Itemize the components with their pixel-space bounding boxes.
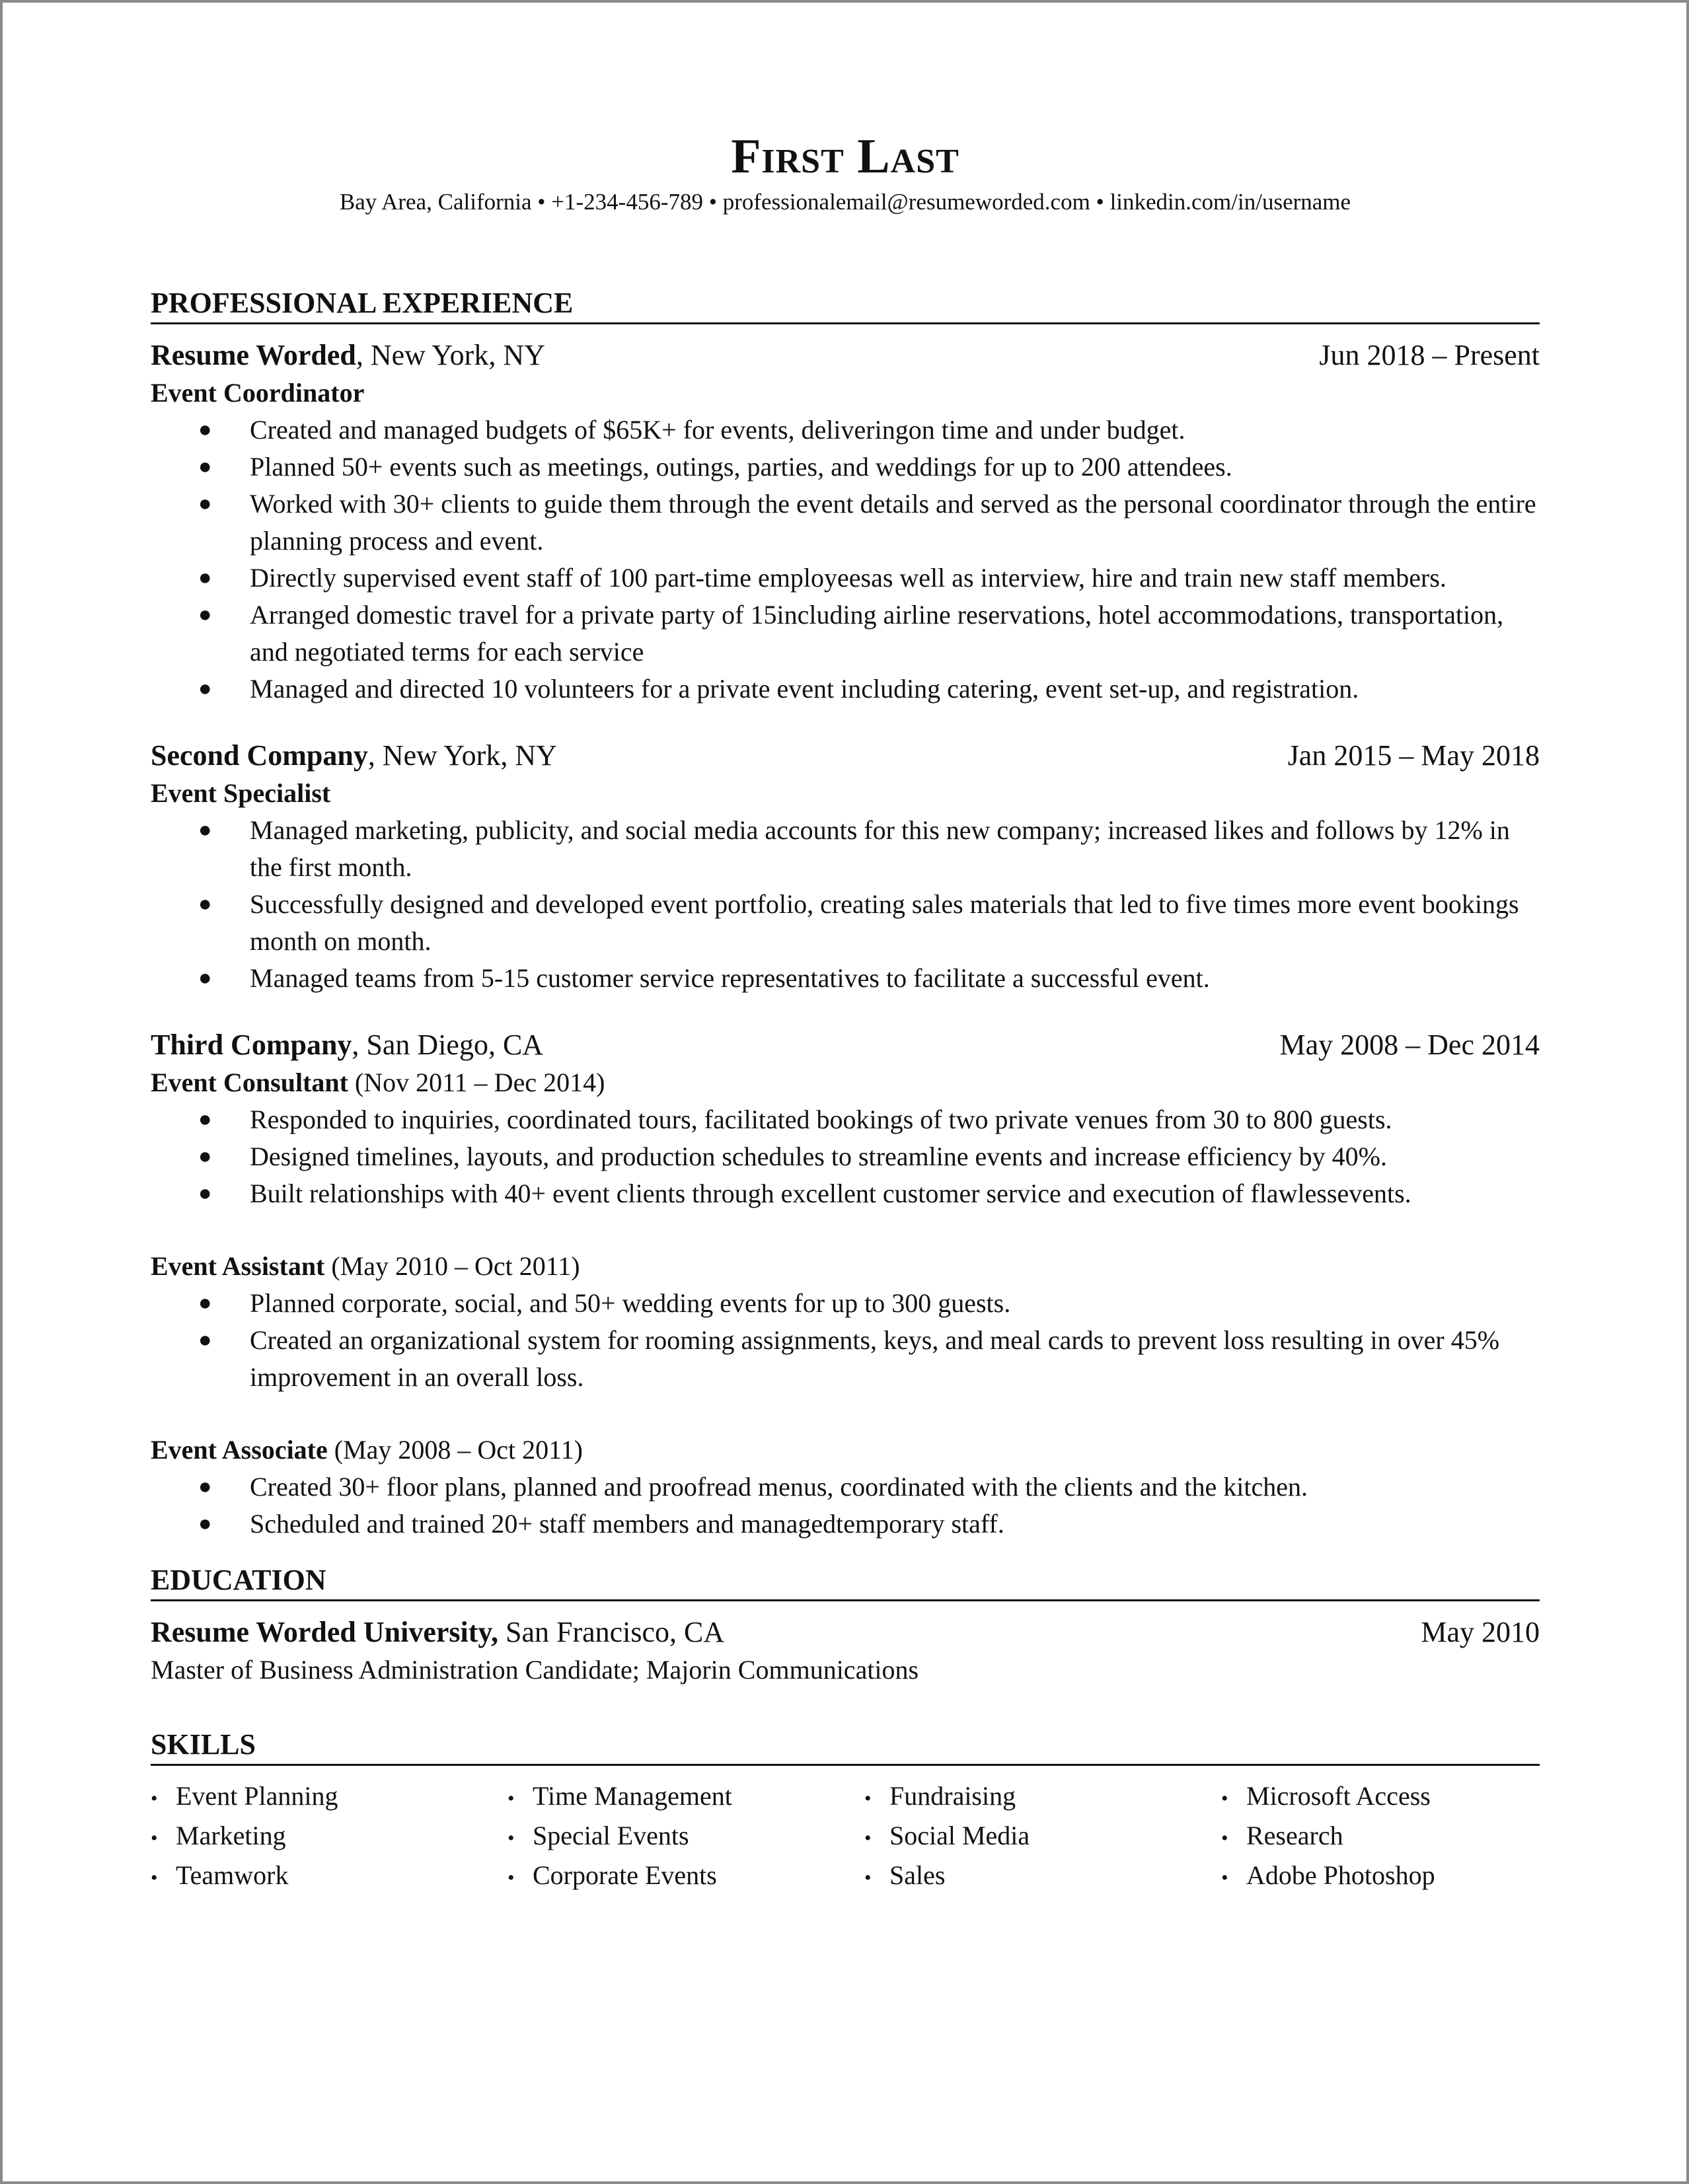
list-item xyxy=(198,812,1540,886)
bullet-icon: ● xyxy=(198,602,212,627)
contact-line: Bay Area, California • +1-234-456-789 • professionalemail@resumeworded.com • linkedin.com/in/username xyxy=(339,189,1351,215)
bullet-icon: • xyxy=(151,1788,158,1809)
role-title: Event Specialist xyxy=(151,778,331,808)
skills-column xyxy=(864,1778,1221,1897)
bullet-icon: • xyxy=(1221,1788,1228,1809)
skill-item xyxy=(864,1857,1221,1897)
bullet-icon: • xyxy=(864,1867,872,1889)
bullet-text: Managed teams from 5-15 customer service representatives to facilitate a successful event. xyxy=(250,963,1210,993)
list-item xyxy=(198,886,1540,960)
bullet-icon: • xyxy=(507,1788,515,1809)
skill-label: Marketing xyxy=(176,1821,286,1850)
skill-item xyxy=(864,1778,1221,1817)
bullet-text: Planned corporate, social, and 50+ wedding events for up to 300 guests. xyxy=(250,1288,1011,1318)
bullet-icon: ● xyxy=(198,676,212,701)
bullet-text: Designed timelines, layouts, and production schedules to streamline events and increase efficiency by 40%. xyxy=(250,1142,1387,1171)
bullet-icon: ● xyxy=(198,491,212,516)
role-title: Event Assistant xyxy=(151,1251,325,1281)
school-location: San Francisco, CA xyxy=(498,1616,725,1648)
job-company-line xyxy=(151,336,545,375)
skill-item xyxy=(507,1857,864,1897)
skill-item xyxy=(1221,1857,1540,1897)
job-entry xyxy=(151,737,1540,997)
bullet-icon: • xyxy=(507,1867,515,1889)
bullet-icon: • xyxy=(1221,1867,1228,1889)
skills-grid xyxy=(151,1778,1540,1897)
role-title-line xyxy=(151,1064,1540,1101)
experience-section-title: PROFESSIONAL EXPERIENCE xyxy=(151,285,1540,324)
bullet-icon: ● xyxy=(198,455,212,479)
list-item xyxy=(198,597,1540,671)
bullet-icon: ● xyxy=(198,1511,212,1536)
bullet-text: Responded to inquiries, coordinated tours, facilitated bookings of two private venues from 30 to 800 guests. xyxy=(250,1105,1392,1134)
company-location: , San Diego, CA xyxy=(352,1029,544,1061)
bullet-text: Managed and directed 10 volunteers for a private event including catering, event set-up, and registration. xyxy=(250,674,1359,704)
role-title: Event Coordinator xyxy=(151,378,365,408)
experience-list xyxy=(151,336,1540,1543)
job-header xyxy=(151,1026,1540,1064)
skill-item xyxy=(1221,1778,1540,1817)
bullet-text: Directly supervised event staff of 100 part-time employeesas well as interview, hire and train new staff members. xyxy=(250,563,1446,593)
role-title-line xyxy=(151,775,1540,812)
bullet-icon: • xyxy=(151,1867,158,1889)
list-item xyxy=(198,671,1540,708)
list-item xyxy=(198,960,1540,997)
bullet-list xyxy=(151,1285,1540,1396)
list-item xyxy=(198,1506,1540,1543)
skills-column xyxy=(507,1778,864,1897)
skill-label: Fundraising xyxy=(889,1781,1016,1811)
bullet-icon: • xyxy=(1221,1827,1228,1849)
education-entry xyxy=(151,1613,1540,1689)
skill-label: Teamwork xyxy=(176,1860,289,1890)
bullet-icon: ● xyxy=(198,418,212,442)
job-entry xyxy=(151,1026,1540,1543)
skill-label: Research xyxy=(1246,1821,1343,1850)
job-company-line xyxy=(151,737,557,775)
list-item xyxy=(198,486,1540,560)
bullet-icon: • xyxy=(864,1827,872,1849)
bullet-text: Created an organizational system for rooming assignments, keys, and meal cards to prevent loss resulting in over 45% improvement in an overall loss. xyxy=(250,1325,1500,1392)
bullet-icon: ● xyxy=(198,1474,212,1499)
bullet-text: Successfully designed and developed event portfolio, creating sales materials that led to five times more event bookings month on month. xyxy=(250,889,1519,956)
skill-label: Social Media xyxy=(889,1821,1030,1850)
bullet-icon: ● xyxy=(198,1328,212,1352)
bullet-text: Created and managed budgets of $65K+ for events, deliveringon time and under budget. xyxy=(250,415,1185,445)
company-location: , New York, NY xyxy=(367,739,557,772)
resume-content xyxy=(151,128,1540,1897)
bullet-list xyxy=(151,812,1540,997)
bullet-list xyxy=(151,412,1540,708)
bullet-text: Planned 50+ events such as meetings, outings, parties, and weddings for up to 200 attendees. xyxy=(250,452,1232,482)
candidate-name: First Last xyxy=(731,129,959,184)
skill-item xyxy=(864,1817,1221,1857)
company-name: Resume Worded xyxy=(151,339,356,371)
role-title-line xyxy=(151,1248,1540,1285)
skill-item xyxy=(151,1778,507,1817)
list-item xyxy=(198,1138,1540,1175)
role-title-line xyxy=(151,375,1540,412)
bullet-icon: ● xyxy=(198,966,212,990)
role-title: Event Consultant xyxy=(151,1068,348,1097)
bullet-icon: ● xyxy=(198,1181,212,1206)
bullet-icon: • xyxy=(151,1827,158,1849)
skills-column xyxy=(151,1778,507,1897)
list-item xyxy=(198,1469,1540,1506)
bullet-list xyxy=(151,1469,1540,1543)
skill-item xyxy=(151,1857,507,1897)
bullet-icon: ● xyxy=(198,565,212,590)
skill-label: Special Events xyxy=(533,1821,689,1850)
education-school-line xyxy=(151,1613,724,1652)
job-dates: May 2008 – Dec 2014 xyxy=(1279,1029,1540,1061)
bullet-list xyxy=(151,1101,1540,1212)
skill-item xyxy=(507,1817,864,1857)
skill-label: Microsoft Access xyxy=(1246,1781,1431,1811)
company-location: , New York, NY xyxy=(356,339,545,371)
job-dates: Jan 2015 – May 2018 xyxy=(1287,739,1540,772)
education-section-title: EDUCATION xyxy=(151,1562,1540,1601)
bullet-icon: • xyxy=(507,1827,515,1849)
role-title: Event Associate xyxy=(151,1435,328,1465)
skill-label: Event Planning xyxy=(176,1781,338,1811)
list-item xyxy=(198,449,1540,486)
skills-column xyxy=(1221,1778,1540,1897)
list-item xyxy=(198,1322,1540,1396)
skill-item xyxy=(1221,1817,1540,1857)
role-period: (May 2008 – Oct 2011) xyxy=(327,1435,583,1465)
role-period: (May 2010 – Oct 2011) xyxy=(324,1251,580,1281)
company-name: Second Company xyxy=(151,739,368,772)
skill-label: Time Management xyxy=(533,1781,732,1811)
company-name: Third Company xyxy=(151,1029,352,1061)
school-name: Resume Worded University, xyxy=(151,1616,498,1648)
bullet-text: Scheduled and trained 20+ staff members and managedtemporary staff. xyxy=(250,1509,1004,1539)
bullet-icon: ● xyxy=(198,1107,212,1132)
skill-label: Adobe Photoshop xyxy=(1246,1860,1435,1890)
list-item xyxy=(198,1285,1540,1322)
skill-label: Sales xyxy=(889,1860,946,1890)
bullet-text: Worked with 30+ clients to guide them through the event details and served as the personal coordinator through the entire planning process and event. xyxy=(250,489,1536,556)
bullet-icon: ● xyxy=(198,818,212,842)
job-company-line xyxy=(151,1026,543,1064)
job-header xyxy=(151,336,1540,375)
job-dates: Jun 2018 – Present xyxy=(1319,339,1540,371)
skill-label: Corporate Events xyxy=(533,1860,717,1890)
list-item xyxy=(198,560,1540,597)
education-header xyxy=(151,1613,1540,1652)
education-date: May 2010 xyxy=(1421,1616,1540,1648)
bullet-text: Managed marketing, publicity, and social media accounts for this new company; increased likes and follows by 12% in the first month. xyxy=(250,815,1510,882)
bullet-icon: ● xyxy=(198,1144,212,1169)
skills-section-title: SKILLS xyxy=(151,1727,1540,1766)
job-entry xyxy=(151,336,1540,708)
bullet-icon: • xyxy=(864,1788,872,1809)
bullet-icon: ● xyxy=(198,892,212,916)
bullet-text: Built relationships with 40+ event clients through excellent customer service and execution of flawlessevents. xyxy=(250,1179,1411,1208)
list-item xyxy=(198,412,1540,449)
bullet-icon: ● xyxy=(198,1291,212,1315)
list-item xyxy=(198,1175,1540,1212)
job-header xyxy=(151,737,1540,775)
resume-header xyxy=(151,128,1540,219)
degree-text: Master of Business Administration Candidate; Majorin Communications xyxy=(151,1655,919,1685)
skill-item xyxy=(151,1817,507,1857)
role-period: (Nov 2011 – Dec 2014) xyxy=(348,1068,605,1097)
role-title-line xyxy=(151,1432,1540,1469)
list-item xyxy=(198,1101,1540,1138)
skill-item xyxy=(507,1778,864,1817)
bullet-text: Arranged domestic travel for a private party of 15including airline reservations, hotel accommodations, transportation, and negotiated terms for each service xyxy=(250,600,1504,667)
bullet-text: Created 30+ floor plans, planned and proofread menus, coordinated with the clients and the kitchen. xyxy=(250,1472,1308,1502)
